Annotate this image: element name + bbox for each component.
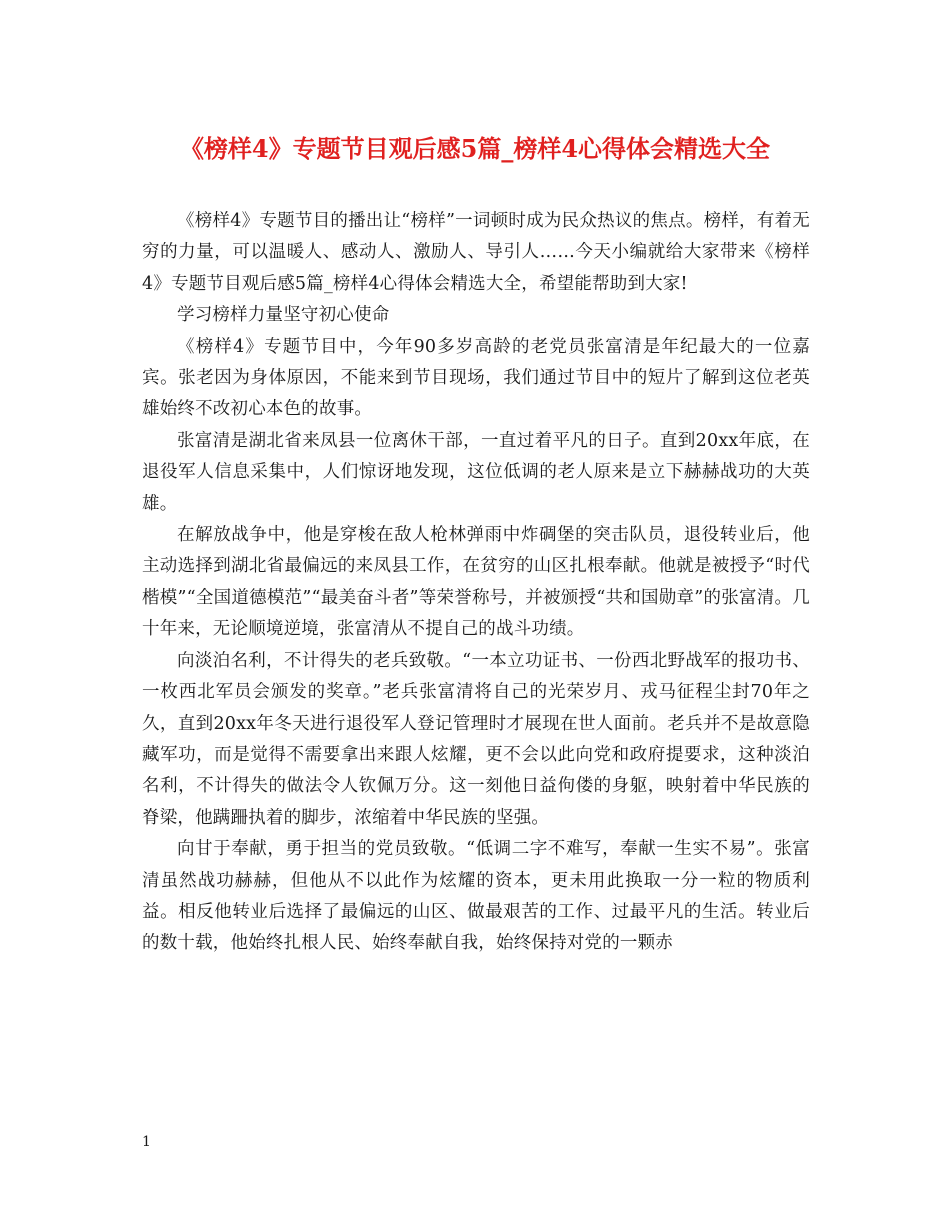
page-number: 1 <box>142 1134 151 1150</box>
paragraph-intro: 《榜样4》专题节目的播出让“榜样”一词顿时成为民众热议的焦点。榜样，有着无穷的力量，可以温暖人、感动人、激励人、导引人……今天小编就给大家带来《榜样4》专题节目观后感5篇_榜样4心得体会精选大全，希望能帮助到大家! <box>142 211 810 294</box>
document-title: 《榜样4》专题节目观后感5篇_榜样4心得体会精选大全 <box>179 134 771 163</box>
paragraph: 张富清是湖北省来凤县一位离休干部，一直过着平凡的日子。直到20xx年底，在退役军人信息采集中，人们惊讶地发现，这位低调的老人原来是立下赫赫战功的大英雄。 <box>142 430 810 514</box>
paragraph: 《榜样4》专题节目中，今年90多岁高龄的老党员张富清是年纪最大的一位嘉宾。张老因为身体原因，不能来到节目现场，我们通过节目中的短片了解到这位老英雄始终不改初心本色的故事。 <box>142 336 810 420</box>
paragraph: 向淡泊名利，不计得失的老兵致敬。“一本立功证书、一份西北野战军的报功书、一枚西北军员会颁发的奖章。”老兵张富清将自己的光荣岁月、戎马征程尘封70年之久，直到20xx年冬天进行退役军人登记管理时才展现在世人面前。老兵并不是故意隐藏军功，而是觉得不需要拿出来跟人炫耀，更不会以此向党和政府提要求，这种淡泊名利，不计得失的做法令人钦佩万分。这一刻他日益佝偻的身躯，映射着中华民族的脊梁，他蹒跚执着的脚步，浓缩着中华民族的坚强。 <box>142 650 810 828</box>
paragraph: 在解放战争中，他是穿梭在敌人枪林弹雨中炸碉堡的突击队员，退役转业后，他主动选择到湖北省最偏远的来凤县工作，在贫穷的山区扎根奉献。他就是被授予“时代楷模”“全国道德模范”“最美奋斗者”等荣誉称号，并被颁授“共和国勋章”的张富清。几十年来，无论顺境逆境，张富清从不提自己的战斗功绩。 <box>142 525 810 640</box>
document-body <box>142 206 810 960</box>
section-heading: 学习榜样力量坚守初心使命 <box>177 305 390 326</box>
paragraph: 向甘于奉献，勇于担当的党员致敬。“低调二字不难写，奉献一生实不易”。张富清虽然战功赫赫，但他从不以此作为炫耀的资本，更未用此换取一分一粒的物质利益。相反他转业后选择了最偏远的山区、做最艰苦的工作、过最平凡的生活。转业后的数十载，他始终扎根人民、始终奉献自我，始终保持对党的一颗赤 <box>142 839 810 954</box>
